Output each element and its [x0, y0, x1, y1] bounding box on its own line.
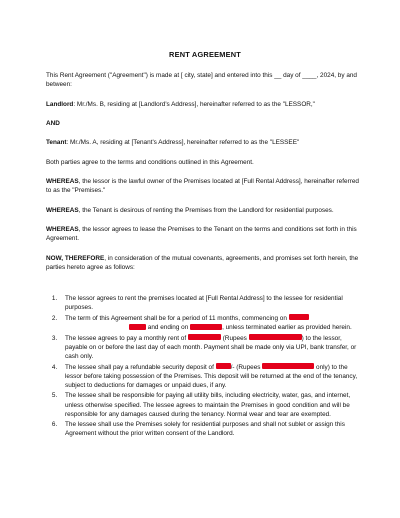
document-title: RENT AGREEMENT [169, 50, 241, 59]
clause-text: /- (Rupees [230, 363, 263, 371]
now-therefore-text: , in consideration of the mutual covenants, agreements, and promises set forth herein, the parties hereto agree as follows: [46, 254, 359, 271]
landlord-paragraph [46, 100, 364, 109]
whereas-text: , the lessor agrees to lease the Premises to the Tenant on the terms and conditions set forth in this Agreement. [46, 226, 357, 243]
clause-text: The lessor agrees to rent the premises located at [Full Rental Address] to the lessee for residential purposes. [65, 295, 343, 312]
clause-text: , unless terminated earlier as provided herein. [222, 324, 352, 332]
redaction-mark [289, 314, 309, 320]
redaction-mark [188, 334, 221, 340]
whereas-label: WHEREAS [46, 206, 79, 214]
whereas-text: , the lessor is the lawful owner of the Premises located at [Full Rental Address], hereinafter referred to as the "Premises." [46, 178, 359, 195]
clause-text: only) to the lessor before taking possession of the Premises. This deposit will be returned at the end of the tenancy, subject to deductions for damages or unpaid dues, if any. [65, 363, 358, 389]
redaction-mark [262, 363, 314, 369]
clause-item [59, 334, 364, 361]
clause-text: (Rupees [220, 334, 249, 342]
clause-item [59, 420, 364, 438]
clause-text: The lessee shall pay a refundable security deposit of [65, 363, 216, 371]
tenant-paragraph [46, 138, 364, 147]
clause-text: and ending on [146, 324, 191, 332]
clause-text: The lessee agrees to pay a monthly rent of [65, 334, 188, 342]
whereas-paragraph-2 [46, 206, 364, 215]
clause-item [59, 391, 364, 418]
tenant-label: Tenant [46, 139, 67, 147]
now-therefore-paragraph [46, 254, 364, 272]
redaction-mark [249, 334, 302, 340]
intro-paragraph: This Rent Agreement ("Agreement") is made at [ city, state] and entered into this __ day of ____, 2024, by and between: [46, 72, 357, 89]
and-label: AND [46, 119, 60, 127]
redaction-mark [216, 363, 231, 369]
whereas-paragraph-1 [46, 177, 364, 195]
landlord-label: Landlord [46, 100, 74, 108]
whereas-label: WHEREAS [46, 178, 79, 186]
clause-text: The term of this Agreement shall be for a period of 11 months, commencing on [65, 314, 289, 322]
whereas-text: , the Tenant is desirous of renting the Premises from the Landlord for residential purposes. [78, 206, 334, 214]
tenant-text: : Mr./Ms. A, residing at [Tenant's Address], hereinafter referred to as the "LESSEE" [66, 139, 300, 147]
clauses-list [46, 294, 364, 438]
redaction-mark [129, 324, 146, 330]
clause-item [59, 294, 364, 312]
now-therefore-label: NOW, THEREFORE [46, 254, 105, 262]
whereas-paragraph-3 [46, 225, 364, 243]
redaction-mark [190, 324, 222, 330]
whereas-label: WHEREAS [46, 226, 79, 234]
clause-item [59, 363, 364, 390]
clause-text: The lessee shall be responsible for paying all utility bills, including electricity, water, gas, and internet, unless otherwise specified. The lessee agrees to maintain the Premises in good condition and will be responsible for any damages caused during the tenancy. Normal wear and tear are exempted. [65, 392, 351, 418]
and-separator [46, 119, 364, 128]
landlord-text: : Mr./Ms. B, residing at [Landlord's Address], hereinafter referred to as the "LESSOR," [73, 100, 315, 108]
clause-text: The lessee shall use the Premises solely for residential purposes and shall not sublet or assign this Agreement without the prior written consent of the Landlord. [65, 421, 345, 438]
parties-agree-paragraph: Both parties agree to the terms and conditions outlined in this Agreement. [46, 158, 254, 166]
clause-text: ) to the lessor, payable on or before the last day of each month. Payment shall be made only via UPI, bank transfer, or cash only. [65, 334, 357, 360]
clause-item [59, 314, 364, 332]
